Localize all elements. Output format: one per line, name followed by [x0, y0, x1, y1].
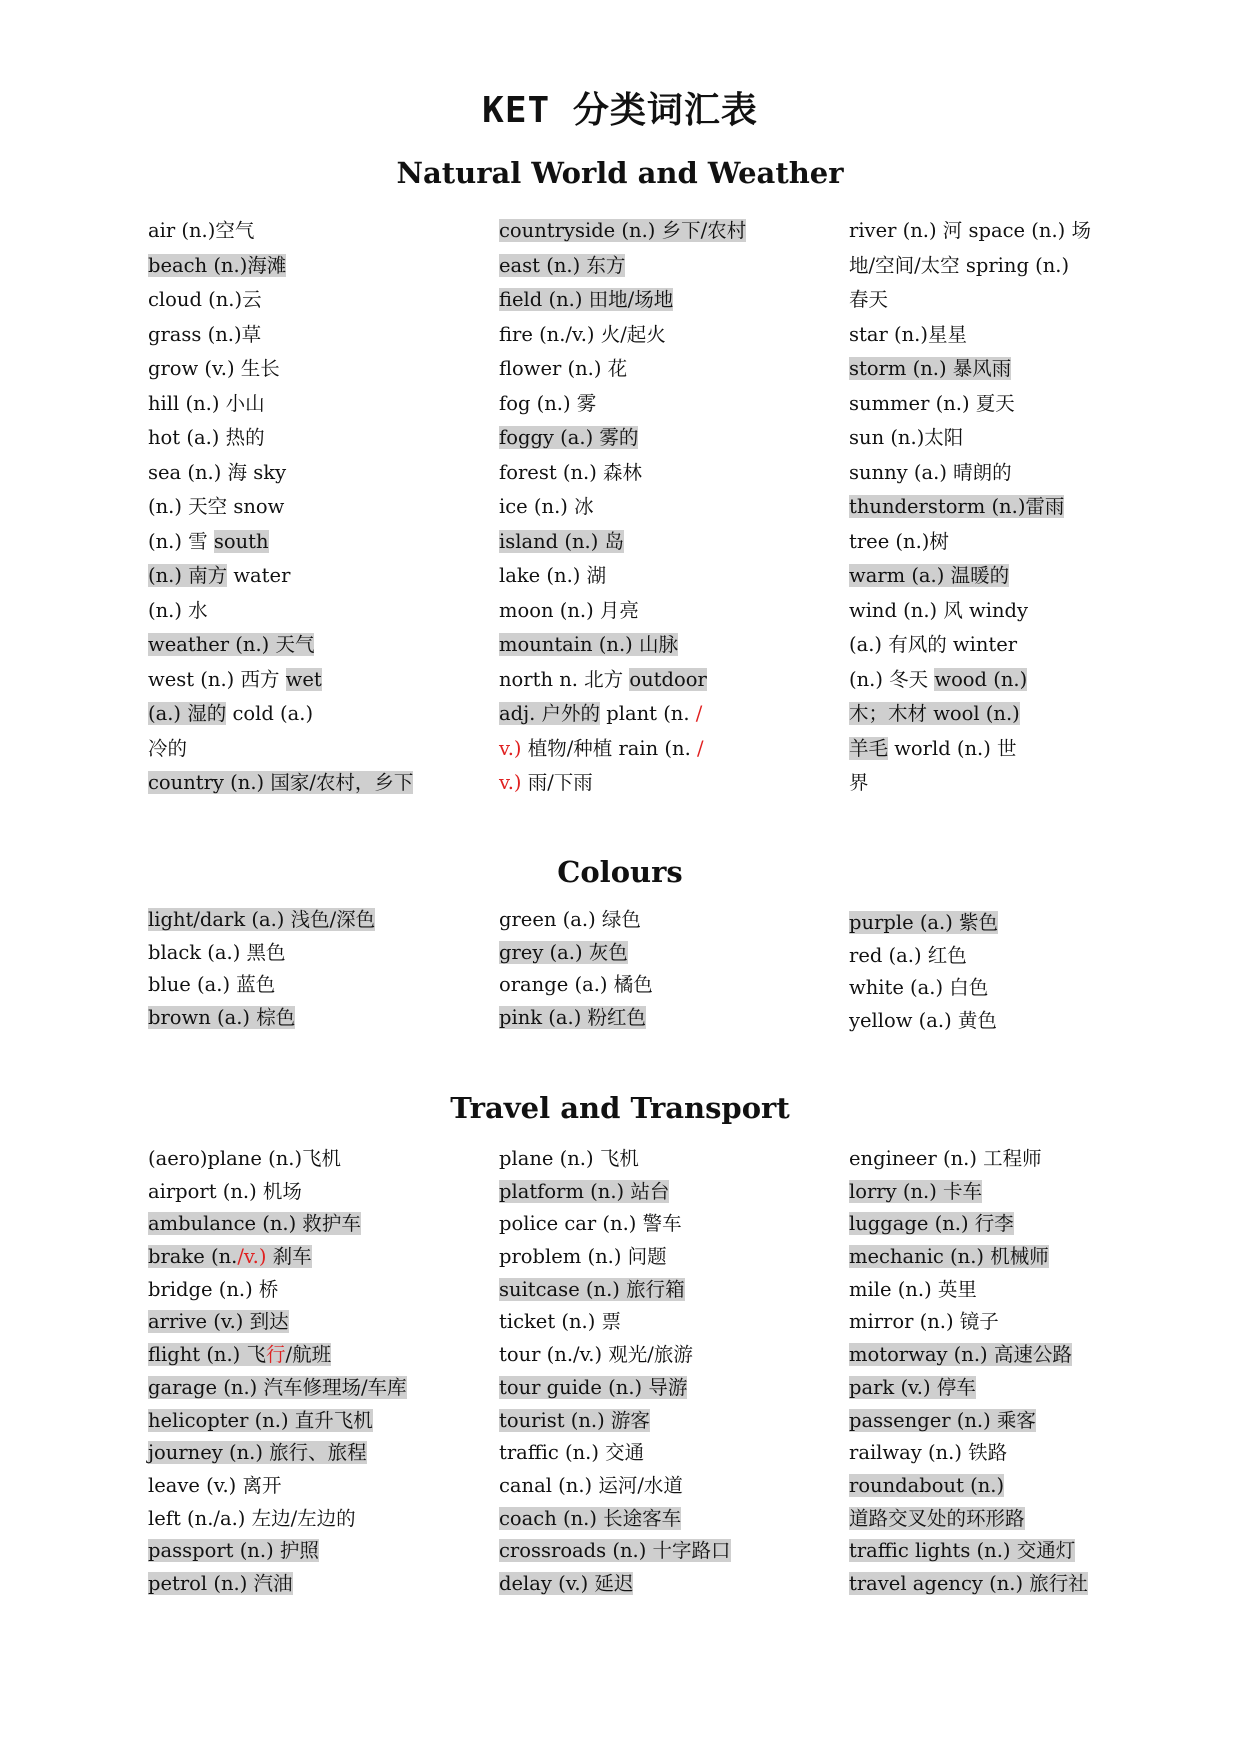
- vocab-line: [148, 421, 478, 456]
- vocab-line: [499, 1535, 829, 1568]
- highlighted-term: tour guide (n.) 导游: [499, 1375, 688, 1399]
- vocab-line: [148, 766, 478, 801]
- highlighted-term: field (n.) 田地/场地: [499, 288, 674, 311]
- vocab-text: tour (n./v.) 观光/旅游: [499, 1343, 693, 1367]
- vocab-line: [499, 1339, 829, 1372]
- vocab-line: [849, 387, 1179, 422]
- highlighted-term: /航班: [285, 1343, 332, 1367]
- vocab-text: black (a.) 黑色: [148, 940, 286, 964]
- vocab-line: [499, 766, 829, 801]
- vocab-text: wind (n.) 风 windy: [849, 598, 1029, 622]
- vocab-line: [499, 1143, 829, 1176]
- vocab-line: [849, 525, 1179, 560]
- vocab-line: [148, 525, 478, 560]
- vocab-line: [148, 318, 478, 353]
- vocab-text: railway (n.) 铁路: [849, 1441, 1008, 1465]
- vocab-line: [499, 1002, 829, 1035]
- colours-column-1: [148, 904, 478, 1034]
- vocab-line: [849, 214, 1179, 249]
- vocab-text: moon (n.) 月亮: [499, 598, 639, 622]
- vocab-text: white (a.) 白色: [849, 976, 989, 999]
- vocab-text: grass (n.)草: [148, 322, 262, 346]
- vocab-line: [499, 1437, 829, 1470]
- vocab-line: [148, 352, 478, 387]
- highlighted-term: (a.) 湿的: [148, 702, 227, 725]
- vocab-line: [499, 421, 829, 456]
- highlighted-term: coach (n.) 长途客车: [499, 1506, 682, 1530]
- highlighted-term: roundabout (n.): [849, 1473, 1005, 1497]
- vocab-text: river (n.) 河 space (n.) 场: [849, 219, 1091, 242]
- vocab-text: (n.) 雪: [148, 529, 214, 553]
- vocab-text: bridge (n.) 桥: [148, 1277, 279, 1301]
- vocab-text: 雨/下雨: [521, 771, 593, 794]
- vocab-line: [148, 1241, 478, 1274]
- highlighted-term: 行: [266, 1343, 286, 1367]
- highlighted-term: petrol (n.) 汽油: [148, 1571, 293, 1595]
- vocab-line: [849, 1568, 1179, 1601]
- highlighted-term: 木；木材 wool (n.): [849, 702, 1020, 725]
- vocab-line: [148, 490, 478, 525]
- vocab-line: [849, 972, 1179, 1005]
- vocab-text: (n.) 冬天: [849, 667, 935, 691]
- highlighted-term: island (n.) 岛: [499, 529, 625, 553]
- vocab-text: north n. 北方: [499, 667, 630, 691]
- vocab-line: [148, 697, 478, 732]
- vocab-line: [148, 1405, 478, 1438]
- vocab-line: [148, 214, 478, 249]
- highlighted-term: garage (n.) 汽车修理场/车库: [148, 1375, 407, 1399]
- vocab-line: [849, 940, 1179, 973]
- vocab-text: 春天: [849, 288, 889, 311]
- vocab-text: 界: [849, 771, 869, 794]
- vocab-text: /: [697, 736, 704, 760]
- highlighted-term: lorry (n.) 卡车: [849, 1179, 983, 1203]
- colours-column-3: [849, 907, 1179, 1037]
- vocab-line: [849, 594, 1179, 629]
- vocab-line: [499, 525, 829, 560]
- highlighted-term: wet: [285, 667, 322, 691]
- section-title-colours: Colours: [557, 855, 683, 889]
- vocab-text: hot (a.) 热的: [148, 426, 265, 449]
- vocab-text: lake (n.) 湖: [499, 564, 607, 587]
- vocab-text: summer (n.) 夏天: [849, 391, 1015, 415]
- vocab-line: [849, 766, 1179, 801]
- vocab-line: [148, 594, 478, 629]
- highlighted-term: /v.): [237, 1245, 267, 1269]
- highlighted-term: helicopter (n.) 直升飞机: [148, 1408, 373, 1432]
- vocab-text: left (n./a.) 左边/左边的: [148, 1506, 356, 1530]
- vocab-text: engineer (n.) 工程师: [849, 1147, 1042, 1170]
- highlighted-term: storm (n.) 暴风雨: [849, 357, 1012, 380]
- vocab-text: red (a.) 红色: [849, 943, 967, 967]
- vocab-line: [849, 1470, 1179, 1503]
- vocab-text: flower (n.) 花: [499, 357, 628, 380]
- vocab-line: [148, 1143, 478, 1176]
- vocab-text: (n.) 天空 snow: [148, 495, 285, 518]
- vocab-text: (aero)plane (n.)飞机: [148, 1147, 342, 1170]
- vocab-text: sun (n.)太阳: [849, 426, 964, 449]
- highlighted-term: countryside (n.) 乡下/农村: [499, 219, 747, 242]
- highlighted-term: 道路交叉处的环形路: [849, 1506, 1025, 1530]
- highlighted-term: delay (v.) 延迟: [499, 1571, 634, 1595]
- travel-column-1: [148, 1143, 478, 1601]
- vocab-text: mile (n.) 英里: [849, 1277, 977, 1301]
- vocab-line: [499, 1241, 829, 1274]
- vocab-text: sunny (a.) 晴朗的: [849, 460, 1012, 484]
- vocab-text: fire (n./v.) 火/起火: [499, 322, 666, 346]
- vocab-line: [499, 1176, 829, 1209]
- vocab-line: [148, 1372, 478, 1405]
- vocab-text: hill (n.) 小山: [148, 391, 265, 415]
- vocab-line: [849, 456, 1179, 491]
- vocab-line: [499, 1372, 829, 1405]
- vocab-text: plane (n.) 飞机: [499, 1147, 639, 1170]
- travel-column-2: [499, 1143, 829, 1601]
- vocab-text: cold (a.): [226, 702, 314, 725]
- highlighted-term: traffic lights (n.) 交通灯: [849, 1539, 1076, 1563]
- highlighted-term: passenger (n.) 乘客: [849, 1408, 1036, 1432]
- vocab-line: [499, 387, 829, 422]
- vocab-line: [499, 490, 829, 525]
- vocab-line: [499, 318, 829, 353]
- vocab-line: [849, 628, 1179, 663]
- vocab-text: problem (n.) 问题: [499, 1245, 667, 1269]
- vocab-line: [148, 1437, 478, 1470]
- highlighted-term: warm (a.) 温暖的: [849, 564, 1010, 587]
- vocab-text: sea (n.) 海 sky: [148, 460, 287, 484]
- vocab-text: yellow (a.) 黄色: [849, 1008, 997, 1032]
- highlighted-term: arrive (v.) 到达: [148, 1310, 289, 1334]
- vocab-line: [148, 1503, 478, 1536]
- highlighted-term: purple (a.) 紫色: [849, 911, 999, 934]
- highlighted-term: brown (a.) 棕色: [148, 1005, 296, 1029]
- vocab-line: [499, 1470, 829, 1503]
- natural-column-3: [849, 214, 1179, 801]
- vocab-line: [148, 1535, 478, 1568]
- vocab-line: [148, 1176, 478, 1209]
- vocab-text: /: [695, 702, 703, 725]
- vocab-text: star (n.)星星: [849, 322, 967, 346]
- highlighted-term: pink (a.) 粉红色: [499, 1005, 647, 1029]
- vocab-line: [148, 1306, 478, 1339]
- vocab-line: [148, 387, 478, 422]
- vocab-line: [849, 1372, 1179, 1405]
- vocab-line: [499, 937, 829, 970]
- vocab-text: v.): [499, 771, 522, 794]
- vocab-text: canal (n.) 运河/水道: [499, 1473, 683, 1497]
- vocab-text: 植物/种植 rain (n.: [521, 736, 697, 760]
- vocab-line: [499, 352, 829, 387]
- vocab-text: traffic (n.) 交通: [499, 1441, 645, 1465]
- vocab-line: [849, 559, 1179, 594]
- highlighted-term: 刹车: [266, 1245, 312, 1269]
- highlighted-term: 羊毛: [849, 736, 889, 760]
- section-title-travel: Travel and Transport: [450, 1091, 790, 1125]
- vocab-line: [499, 1208, 829, 1241]
- section-title-natural: Natural World and Weather: [396, 156, 844, 190]
- document-title: KET 分类词汇表: [482, 90, 758, 131]
- highlighted-term: crossroads (n.) 十字路口: [499, 1539, 731, 1563]
- travel-column-3: [849, 1143, 1179, 1601]
- vocab-line: [499, 594, 829, 629]
- vocab-line: [849, 1176, 1179, 1209]
- vocab-text: 冷的: [148, 736, 188, 760]
- vocab-text: world (n.) 世: [888, 736, 1017, 760]
- highlighted-term: wood (n.): [934, 667, 1028, 691]
- vocab-line: [148, 1470, 478, 1503]
- vocab-line: [849, 1005, 1179, 1038]
- highlighted-term: beach (n.)海滩: [148, 253, 287, 277]
- vocab-line: [849, 1241, 1179, 1274]
- highlighted-term: (n.) 南方: [148, 564, 228, 587]
- vocab-text: 地/空间/太空 spring (n.): [849, 253, 1070, 277]
- vocab-line: [499, 1274, 829, 1307]
- highlighted-term: park (v.) 停车: [849, 1375, 976, 1399]
- highlighted-term: ambulance (n.) 救护车: [148, 1212, 361, 1236]
- vocab-text: water: [227, 564, 291, 587]
- vocab-text: ice (n.) 冰: [499, 495, 594, 518]
- vocab-line: [849, 1274, 1179, 1307]
- highlighted-term: brake (n.: [148, 1245, 238, 1269]
- vocab-line: [148, 732, 478, 767]
- vocab-line: [499, 1405, 829, 1438]
- vocab-line: [849, 1208, 1179, 1241]
- highlighted-term: mechanic (n.) 机械师: [849, 1245, 1049, 1269]
- highlighted-term: outdoor: [629, 667, 707, 691]
- vocab-line: [148, 559, 478, 594]
- highlighted-term: east (n.) 东方: [499, 253, 626, 277]
- vocab-line: [148, 1339, 478, 1372]
- vocab-line: [148, 904, 478, 937]
- vocab-line: [849, 421, 1179, 456]
- vocab-line: [148, 663, 478, 698]
- vocab-line: [499, 1568, 829, 1601]
- vocab-text: tree (n.)树: [849, 529, 949, 553]
- vocab-text: blue (a.) 蓝色: [148, 973, 276, 996]
- vocab-line: [849, 352, 1179, 387]
- vocab-text: orange (a.) 橘色: [499, 973, 653, 996]
- vocab-line: [849, 1437, 1179, 1470]
- vocab-line: [148, 283, 478, 318]
- highlighted-term: journey (n.) 旅行、旅程: [148, 1441, 367, 1465]
- vocab-line: [148, 969, 478, 1002]
- vocab-line: [849, 490, 1179, 525]
- highlighted-term: travel agency (n.) 旅行社: [849, 1571, 1088, 1595]
- vocab-line: [148, 1274, 478, 1307]
- vocab-line: [148, 628, 478, 663]
- vocab-line: [849, 1306, 1179, 1339]
- highlighted-term: weather (n.) 天气: [148, 633, 315, 656]
- vocab-line: [499, 1306, 829, 1339]
- vocab-line: [499, 249, 829, 284]
- vocab-line: [499, 969, 829, 1002]
- vocab-text: mirror (n.) 镜子: [849, 1310, 999, 1334]
- vocab-text: west (n.) 西方: [148, 667, 286, 691]
- vocab-text: forest (n.) 森林: [499, 460, 643, 484]
- highlighted-term: passport (n.) 护照: [148, 1539, 319, 1563]
- vocab-line: [499, 559, 829, 594]
- vocab-text: air (n.)空气: [148, 219, 255, 242]
- vocab-line: [148, 1002, 478, 1035]
- vocab-text: cloud (n.)云: [148, 288, 262, 311]
- vocab-line: [849, 1405, 1179, 1438]
- vocab-line: [849, 318, 1179, 353]
- vocab-line: [148, 1568, 478, 1601]
- highlighted-term: tourist (n.) 游客: [499, 1408, 650, 1432]
- highlighted-term: foggy (a.) 雾的: [499, 426, 639, 449]
- vocab-text: ticket (n.) 票: [499, 1310, 622, 1334]
- vocab-text: (a.) 有风的 winter: [849, 633, 1018, 656]
- vocab-line: [849, 732, 1179, 767]
- vocab-line: [849, 283, 1179, 318]
- highlighted-term: south: [213, 529, 269, 553]
- vocab-line: [849, 697, 1179, 732]
- vocab-line: [499, 456, 829, 491]
- highlighted-term: light/dark (a.) 浅色/深色: [148, 908, 376, 931]
- vocab-line: [499, 283, 829, 318]
- highlighted-term: country (n.) 国家/农村，乡下: [148, 771, 414, 794]
- vocab-line: [849, 663, 1179, 698]
- vocab-line: [849, 1503, 1179, 1536]
- vocab-line: [499, 697, 829, 732]
- vocab-line: [148, 456, 478, 491]
- vocab-line: [148, 1208, 478, 1241]
- vocab-line: [499, 904, 829, 937]
- highlighted-term: suitcase (n.) 旅行箱: [499, 1277, 685, 1301]
- vocab-line: [849, 249, 1179, 284]
- natural-column-2: [499, 214, 829, 801]
- highlighted-term: grey (a.) 灰色: [499, 940, 628, 964]
- vocab-text: airport (n.) 机场: [148, 1179, 302, 1203]
- vocab-text: plant (n.: [600, 702, 696, 725]
- vocab-line: [148, 249, 478, 284]
- highlighted-term: luggage (n.) 行李: [849, 1212, 1014, 1236]
- vocab-line: [499, 1503, 829, 1536]
- vocab-line: [499, 628, 829, 663]
- highlighted-term: thunderstorm (n.)雷雨: [849, 495, 1065, 518]
- vocab-text: grow (v.) 生长: [148, 357, 280, 380]
- vocab-text: leave (v.) 离开: [148, 1473, 282, 1497]
- vocab-text: green (a.) 绿色: [499, 908, 641, 931]
- highlighted-term: adj. 户外的: [499, 702, 601, 725]
- vocab-text: fog (n.) 雾: [499, 391, 597, 415]
- highlighted-term: platform (n.) 站台: [499, 1179, 670, 1203]
- vocab-line: [849, 1143, 1179, 1176]
- vocab-line: [849, 907, 1179, 940]
- natural-column-1: [148, 214, 478, 801]
- highlighted-term: flight (n.) 飞: [148, 1343, 266, 1367]
- vocab-text: v.): [499, 736, 522, 760]
- colours-column-2: [499, 904, 829, 1034]
- vocab-line: [849, 1535, 1179, 1568]
- highlighted-term: motorway (n.) 高速公路: [849, 1343, 1072, 1367]
- highlighted-term: mountain (n.) 山脉: [499, 633, 678, 656]
- vocab-text: police car (n.) 警车: [499, 1212, 682, 1236]
- vocab-text: (n.) 水: [148, 598, 208, 622]
- vocab-line: [499, 214, 829, 249]
- vocab-line: [849, 1339, 1179, 1372]
- vocab-line: [499, 732, 829, 767]
- vocab-line: [499, 663, 829, 698]
- vocab-line: [148, 937, 478, 970]
